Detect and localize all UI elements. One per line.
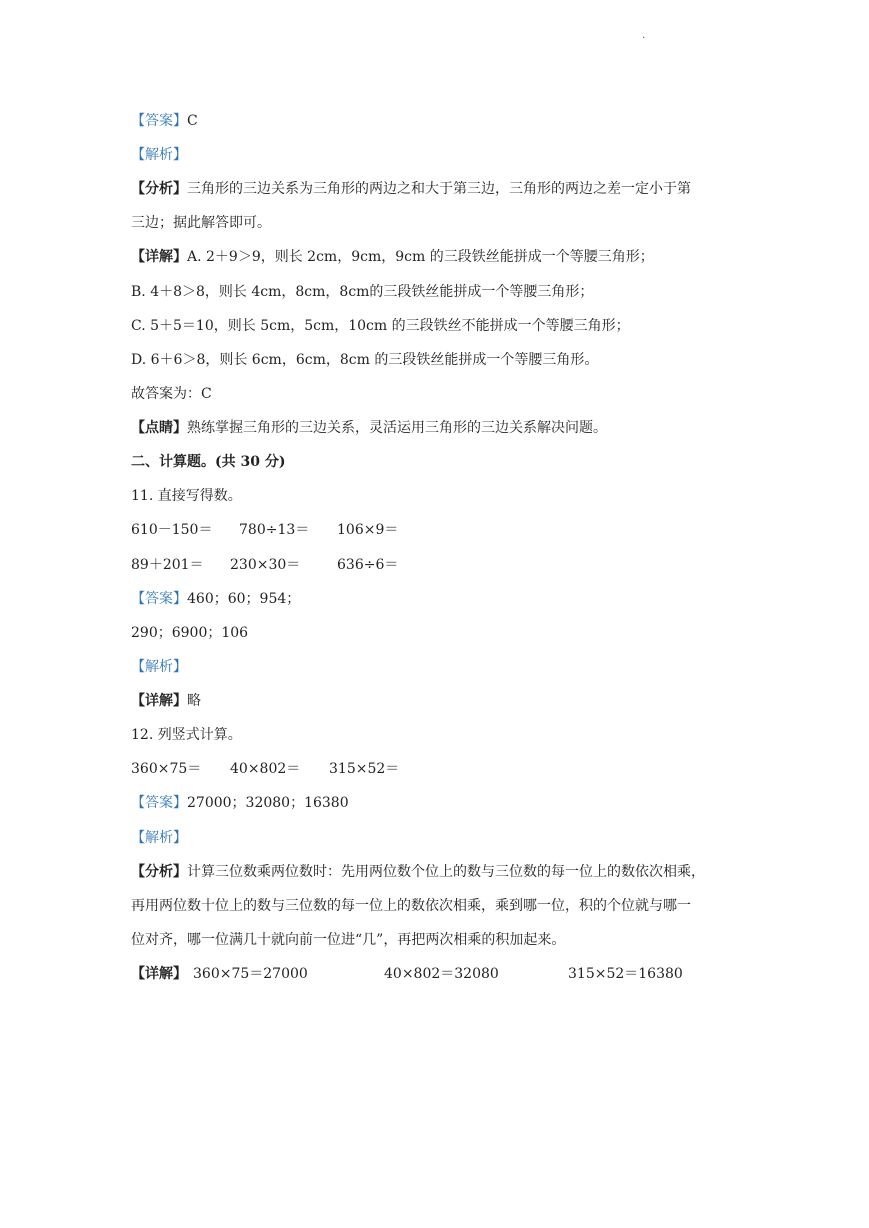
q10-tip (131, 418, 607, 438)
header-dot: . (642, 30, 646, 41)
tip-text: 熟练掌握三角形的三边关系，灵活运用三角形的三边关系解决问题。 (187, 420, 607, 436)
answer-line1: 460；60；954； (187, 591, 301, 607)
q11-analysis-tag: 【解析】 (131, 659, 187, 675)
q12-fenxi-line3: 位对齐，哪一位满几十就向前一位进“几”，再把两次相乘的积加起来。 (131, 932, 566, 948)
q12-answer (131, 793, 349, 813)
q10-fenxi-line2: 三边；据此解答即可。 (131, 215, 271, 231)
expression: 230×30＝ (230, 557, 301, 573)
answer-value: 27000；32080；16380 (187, 795, 349, 811)
detail-tag: 【详解】 (131, 966, 187, 982)
q10-conclusion: 故答案为：C (131, 386, 212, 402)
q11-answer (131, 589, 300, 609)
q10-detail-b: B. 4＋8＞8，则长 4cm，8cm，8cm的三段铁丝能拼成一个等腰三角形； (131, 284, 594, 300)
q12-prompt: 12. 列竖式计算。 (131, 727, 242, 743)
expression: 40×802＝ (230, 761, 301, 777)
answer-tag: 【答案】 (131, 795, 187, 811)
detail-result: 40×802＝32080 (384, 966, 499, 982)
q12-fenxi-line1 (131, 862, 705, 882)
detail-text: 略 (187, 693, 201, 709)
q12-fenxi-line2: 再用两位数十位上的数与三位数的每一位上的数依次相乘，乘到哪一位，积的个位就与哪一 (131, 898, 691, 914)
expression: 360×75＝ (131, 761, 202, 777)
q11-detail (131, 691, 201, 711)
q10-analysis-tag: 【解析】 (131, 147, 187, 163)
answer-tag: 【答案】 (131, 113, 187, 129)
q11-prompt: 11. 直接写得数。 (131, 488, 242, 504)
expression: 315×52＝ (329, 761, 400, 777)
q10-detail-a (131, 247, 654, 267)
detail-result: 360×75＝27000 (193, 966, 308, 982)
detail-tag: 【详解】 (131, 693, 187, 709)
fenxi-text: 三角形的三边关系为三角形的两边之和大于第三边，三角形的两边之差一定小于第 (187, 181, 691, 197)
detail-a-text: A. 2＋9＞9，则长 2cm，9cm，9cm 的三段铁丝能拼成一个等腰三角形； (187, 249, 654, 265)
detail-result: 315×52＝16380 (568, 966, 683, 982)
q10-fenxi-line1 (131, 179, 691, 199)
q10-detail-d: D. 6＋6＞8，则长 6cm，6cm，8cm 的三段铁丝能拼成一个等腰三角形。 (131, 352, 599, 368)
q11-answer-line2: 290；6900；106 (131, 625, 249, 641)
answer-tag: 【答案】 (131, 591, 187, 607)
expression: 610－150＝ (131, 522, 213, 538)
answer-value: C (187, 113, 198, 129)
fenxi-text: 计算三位数乘两位数时：先用两位数个位上的数与三位数的每一位上的数依次相乘， (187, 864, 705, 880)
expression: 89＋201＝ (131, 557, 204, 573)
expression: 636÷6＝ (337, 557, 399, 573)
tip-tag: 【点睛】 (131, 420, 187, 436)
q12-analysis-tag: 【解析】 (131, 830, 187, 846)
expression: 106×9＝ (337, 522, 399, 538)
expression: 780÷13＝ (239, 522, 310, 538)
fenxi-tag: 【分析】 (131, 864, 187, 880)
q10-answer (131, 111, 198, 131)
detail-tag: 【详解】 (131, 249, 187, 265)
q12-detail (131, 964, 731, 984)
q10-detail-c: C. 5＋5＝10，则长 5cm，5cm，10cm 的三段铁丝不能拼成一个等腰三角形； (131, 318, 630, 334)
fenxi-tag: 【分析】 (131, 181, 187, 197)
section-title: 二、计算题。(共 30 分) (131, 454, 286, 470)
